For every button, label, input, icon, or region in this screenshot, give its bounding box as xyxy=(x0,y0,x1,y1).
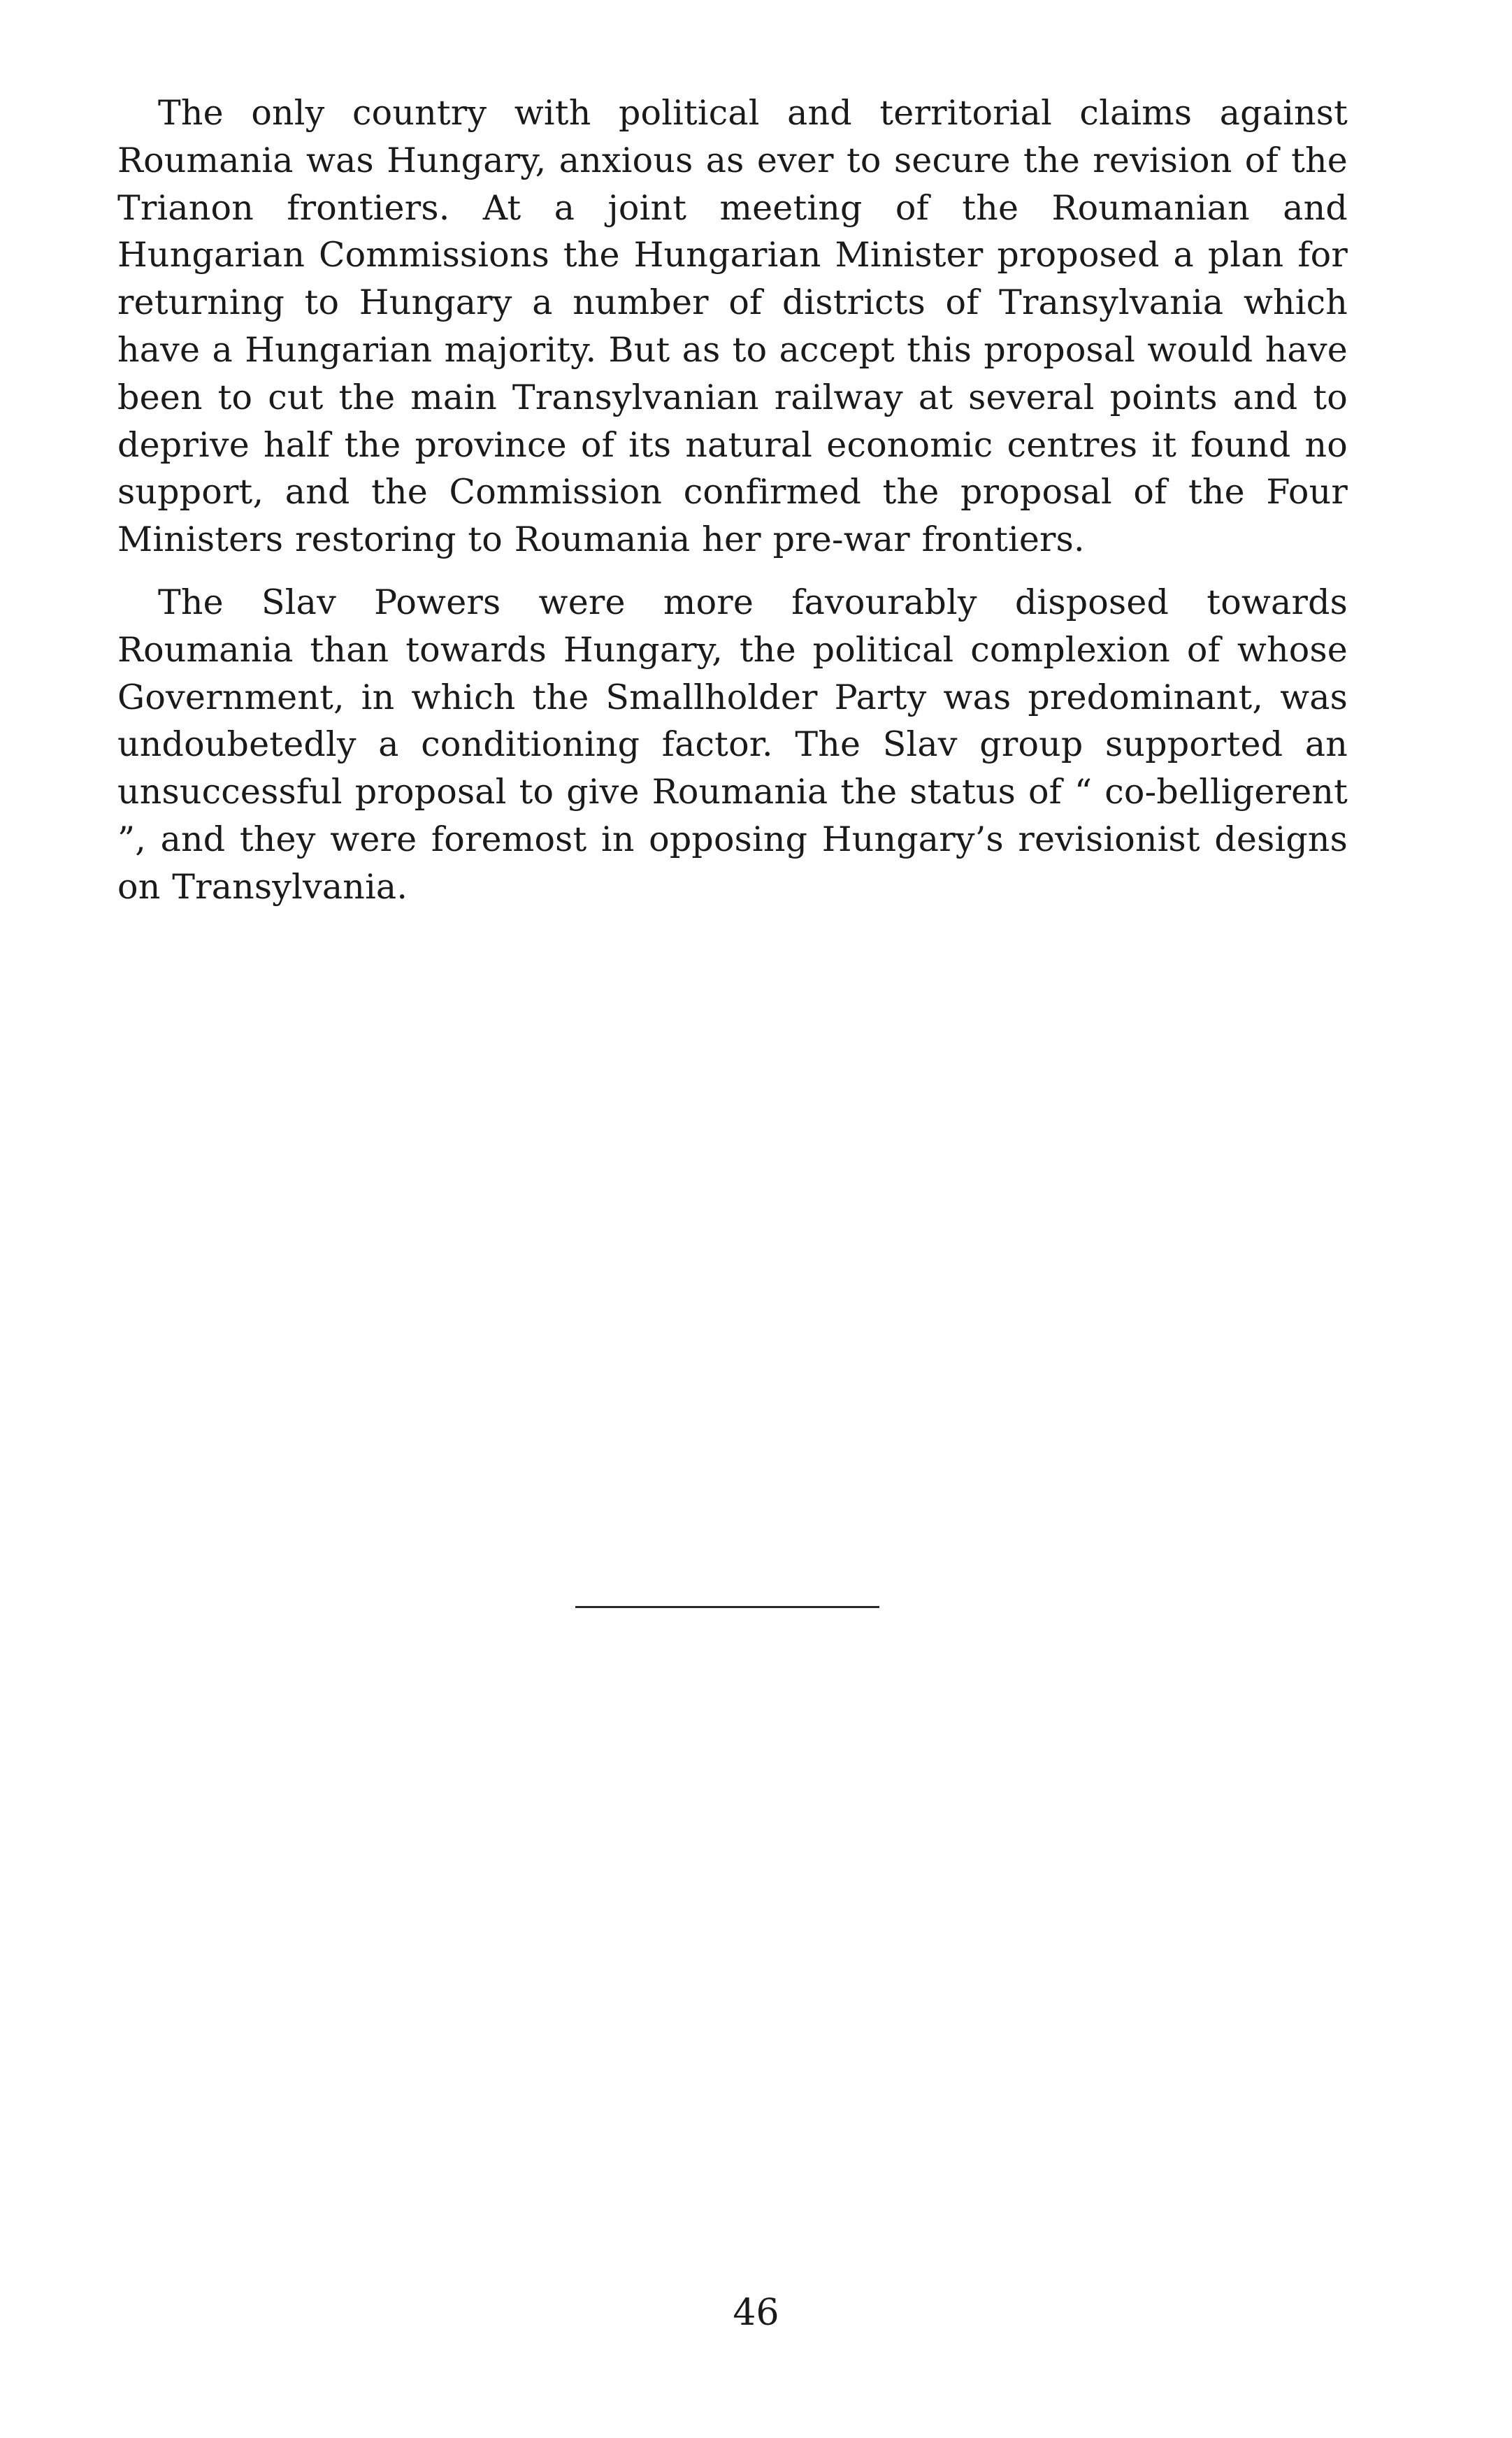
paragraph-2: The Slav Powers were more favourably disposed towards Roumania than towards Hungary, the political complexion of whose Government, in which the Smallholder Party was predominant, was undoubetedly a conditioning factor. The Slav group supported an unsuccessful proposal to give Roumania the status of “ co-belligerent ”, and they were foremost in opposing Hungary’s revisionist designs on Transylvania. xyxy=(117,582,1348,907)
page-number: 46 xyxy=(733,2292,779,2334)
section-divider xyxy=(575,1606,879,1608)
body-text xyxy=(117,89,1348,911)
paragraph-1: The only country with political and territorial claims against Roumania was Hungary, anxious as ever to secure the revision of the Trianon frontiers. At a joint meeting of the Roumanian and Hungarian Commissions the Hungarian Minister proposed a plan for returning to Hungary a number of districts of Transylvania which have a Hungarian majority. But as to accept this proposal would have been to cut the main Transylvanian railway at several points and to deprive half the province of its natural economic centres it found no support, and the Commission confirmed the proposal of the Four Ministers restoring to Roumania her pre-war frontiers. xyxy=(117,93,1348,560)
